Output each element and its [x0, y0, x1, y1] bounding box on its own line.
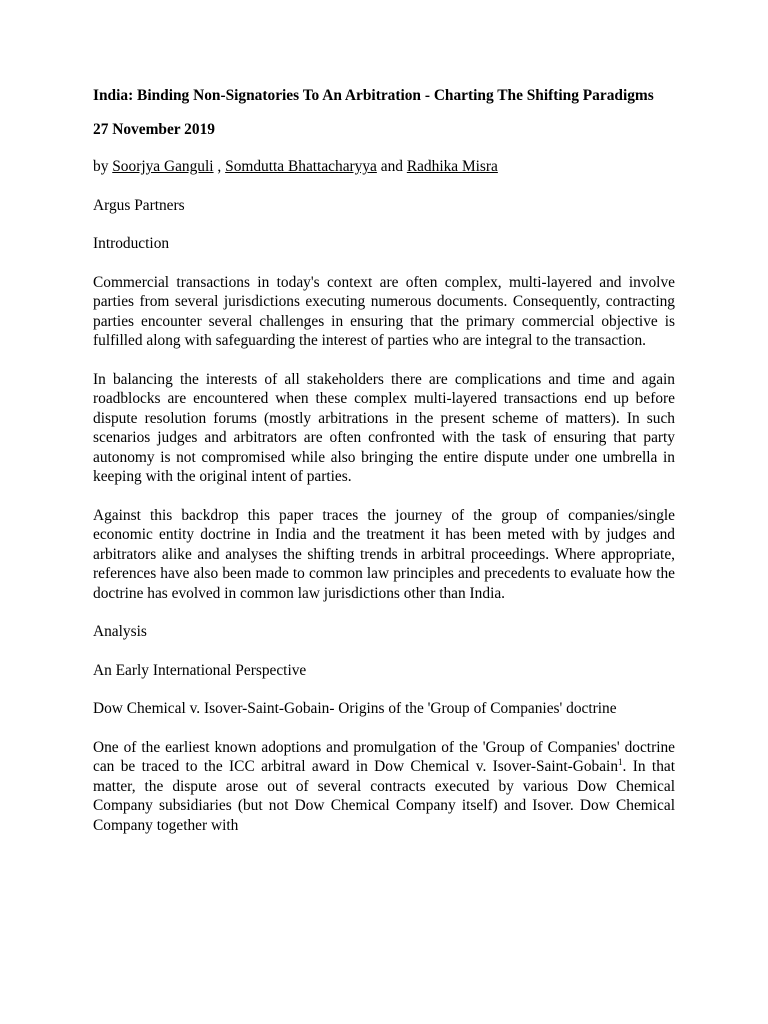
author-link-somdutta-bhattacharyya[interactable]: Somdutta Bhattacharyya	[225, 158, 377, 175]
intro-paragraph-1: Commercial transactions in today's context are often complex, multi-layered and involve parties from several jurisdictions executing numerous documents. Consequently, contracting parties encounter several challenges in ensuring that the primary commercial objective is fulfilled along with safeguarding the interest of parties who are integral to the transaction.	[93, 273, 675, 349]
paragraph-text-part-1: One of the earliest known adoptions and promulgation of the 'Group of Companies' doctrine can be traced to the ICC arbitral award in Dow Chemical v. Isover-Saint-Gobain	[93, 738, 675, 775]
intro-paragraph-3: Against this backdrop this paper traces the journey of the group of companies/single economic entity doctrine in India and the treatment it has been meted with by judges and arbitrators alike and analyses the shifting trends in arbitral proceedings. Where appropriate, references have also been made to common law principles and precedents to evaluate how the doctrine has evolved in common law jurisdictions other than India.	[93, 506, 675, 602]
author-link-radhika-misra[interactable]: Radhika Misra	[406, 158, 498, 175]
firm-name: Argus Partners	[93, 196, 185, 214]
intro-paragraph-2: In balancing the interests of all stakeholders there are complications and time and again roadblocks are encountered when these complex multi-layered transactions end up before dispute resolution forums (mostly arbitrations in the present scheme of matters). In such scenarios judges and arbitrators are often confronted with the task of ensuring that party autonomy is not compromised while also bringing the entire dispute under one umbrella in keeping with the original intent of parties.	[93, 370, 675, 485]
article-title: India: Binding Non-Signatories To An Arbitration - Charting The Shifting Paradigms	[93, 87, 654, 104]
analysis-heading: Analysis	[93, 623, 147, 640]
byline-prefix: by	[93, 158, 109, 175]
byline-separator: ,	[217, 158, 222, 175]
document-page	[93, 86, 675, 854]
article-date: 27 November 2019	[93, 120, 215, 138]
body-paragraph-dow-chemical	[93, 738, 675, 836]
subheading-dow-chemical: Dow Chemical v. Isover-Saint-Gobain- Origins of the 'Group of Companies' doctrine	[93, 700, 617, 717]
paragraph-text-part-2: . In that matter, the dispute arose out of several contracts executed by various Dow Chemical Company subsidiaries (but not Dow Chemical Company itself) and Isover. Dow Chemical Company together with	[93, 758, 675, 834]
subheading-international-perspective: An Early International Perspective	[93, 661, 307, 679]
byline-conjunction: and	[380, 158, 403, 175]
author-link-soorjya-ganguli[interactable]: Soorjya Ganguli	[112, 158, 214, 175]
byline	[93, 157, 675, 177]
introduction-heading: Introduction	[93, 235, 170, 252]
footnote-marker[interactable]: 1	[618, 756, 623, 767]
